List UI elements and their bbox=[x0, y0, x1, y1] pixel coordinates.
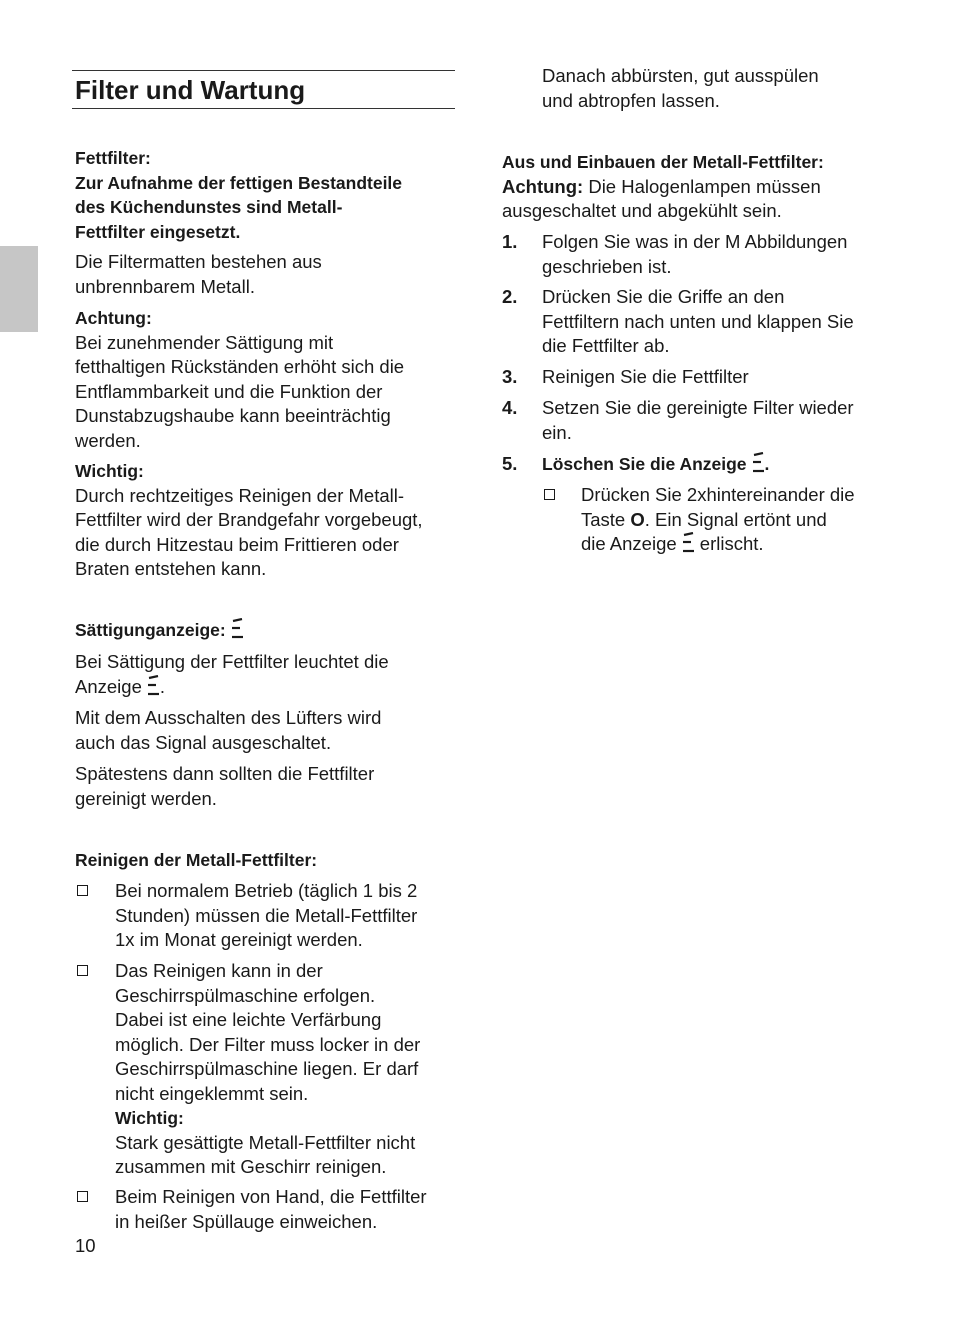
step-5 bbox=[542, 452, 769, 477]
text-line: möglich. Der Filter muss locker in der bbox=[115, 1033, 421, 1055]
filtermatten-paragraph bbox=[75, 250, 322, 299]
reinigen-title-text: Reinigen der Metall-Fettfilter: bbox=[75, 850, 318, 870]
text-line: nicht eingeklemmt sein. bbox=[115, 1082, 309, 1104]
wichtig-subtitle: Wichtig: bbox=[115, 1108, 184, 1128]
continued-paragraph bbox=[542, 64, 819, 113]
text-line: Beim Reinigen von Hand, die Fettfilter bbox=[115, 1186, 427, 1207]
text-line: Die Filtermatten bestehen aus bbox=[75, 251, 322, 272]
text-line: Spätestens dann sollten die Fettfilter bbox=[75, 763, 375, 784]
text-line: Setzen Sie die gereinigte Filter wieder bbox=[542, 397, 854, 418]
text-line: Dabei ist eine leichte Verfärbung bbox=[115, 1009, 382, 1030]
text-line: geschrieben ist. bbox=[542, 255, 672, 277]
page-number: 10 bbox=[75, 1235, 96, 1256]
text-line: Drücken Sie die Griffe an den bbox=[542, 286, 785, 307]
text-line: Das Reinigen kann in der bbox=[115, 960, 323, 981]
reinigen-item-1 bbox=[115, 879, 460, 953]
inline-text: erlischt. bbox=[694, 533, 764, 554]
text-line: zusammen mit Geschirr reinigen. bbox=[115, 1156, 387, 1177]
text-line: ein. bbox=[542, 421, 572, 443]
text-line: Braten entstehen kann. bbox=[75, 558, 267, 579]
text-line bbox=[581, 508, 901, 533]
inline-text: . Ein Signal ertönt und bbox=[644, 508, 827, 530]
side-tab-marker bbox=[0, 246, 38, 332]
step-4 bbox=[542, 396, 854, 445]
step-5-subitem bbox=[581, 483, 901, 557]
step-3 bbox=[542, 365, 749, 390]
ausbau-title: Aus und Einbauen der Metall-Fettfilter: bbox=[502, 152, 824, 172]
saettigung-title-text: Sättigunganzeige: bbox=[75, 620, 226, 640]
text-line: die Fettfilter ab. bbox=[542, 335, 670, 356]
checkbox-bullet-icon bbox=[77, 965, 88, 976]
reinigen-item-2 bbox=[115, 959, 460, 1180]
text-line: werden. bbox=[75, 429, 141, 451]
text-line: ausgeschaltet und abgekühlt sein. bbox=[502, 200, 782, 221]
step-number: 4. bbox=[502, 397, 518, 418]
text-line: Geschirrspülmaschine liegen. Er darf bbox=[115, 1058, 419, 1079]
inline-text: . bbox=[159, 675, 165, 697]
text-line: Danach abbürsten, gut ausspülen bbox=[542, 65, 819, 86]
achtung-label: Achtung: bbox=[502, 175, 584, 197]
text-line: gereinigt werden. bbox=[75, 787, 217, 809]
text-line: Folgen Sie was in der M Abbildungen bbox=[542, 231, 848, 252]
inline-text: die Anzeige bbox=[581, 533, 677, 554]
text-line: Fettfilter wird der Brandgefahr vorgebeugt, bbox=[75, 509, 423, 530]
text-line bbox=[502, 175, 824, 200]
text-line: auch das Signal ausgeschaltet. bbox=[75, 731, 332, 753]
text-line: in heißer Spüllauge einweichen. bbox=[115, 1210, 378, 1232]
step-number: 1. bbox=[502, 231, 518, 252]
saettigung-section bbox=[75, 618, 244, 643]
fettfilter-intro-line: Zur Aufnahme der fettigen Bestandteile bbox=[75, 172, 403, 193]
page-title: Filter und Wartung bbox=[75, 75, 306, 105]
fettfilter-section bbox=[75, 146, 402, 244]
saturation-indicator-icon bbox=[146, 675, 160, 697]
fettfilter-intro-line: Fettfilter eingesetzt. bbox=[75, 221, 241, 242]
achtung-paragraph bbox=[75, 306, 404, 453]
text-line: Bei zunehmender Sättigung mit bbox=[75, 331, 334, 353]
text-line bbox=[581, 532, 901, 557]
text-line: Dunstabzugshaube kann beeinträchtig bbox=[75, 405, 391, 426]
checkbox-bullet-icon bbox=[544, 489, 555, 500]
reinigen-item-3 bbox=[115, 1185, 460, 1234]
step-number: 5. bbox=[502, 453, 518, 474]
saettigung-paragraph-1 bbox=[75, 650, 389, 699]
saturation-indicator-icon bbox=[751, 452, 765, 474]
saettigung-paragraph-3 bbox=[75, 762, 374, 811]
checkbox-bullet-icon bbox=[77, 885, 88, 896]
text-line: Bei normalem Betrieb (täglich 1 bis 2 bbox=[115, 880, 418, 901]
achtung-title: Achtung: bbox=[75, 308, 152, 328]
text-line: 1x im Monat gereinigt werden. bbox=[115, 929, 363, 950]
text-line: die durch Hitzestau beim Frittieren oder bbox=[75, 533, 399, 555]
saettigung-paragraph-2 bbox=[75, 706, 381, 755]
reinigen-title bbox=[75, 848, 317, 873]
checkbox-bullet-icon bbox=[77, 1191, 88, 1202]
text-line: Entflammbarkeit und die Funktion der bbox=[75, 380, 383, 402]
text-line: Stunden) müssen die Metall-Fettfilter bbox=[115, 904, 418, 926]
text-line: und abtropfen lassen. bbox=[542, 89, 720, 111]
text-line: Mit dem Ausschalten des Lüfters wird bbox=[75, 707, 382, 728]
text-line: fetthaltigen Rückständen erhöht sich die bbox=[75, 356, 405, 377]
key-label: O bbox=[630, 508, 645, 530]
inline-text: Anzeige bbox=[75, 675, 142, 697]
fettfilter-intro-line: des Küchendunstes sind Metall- bbox=[75, 197, 343, 217]
inline-text: Taste bbox=[581, 508, 631, 530]
text-line bbox=[542, 452, 769, 477]
saettigung-title bbox=[75, 618, 244, 643]
text-line: unbrennbarem Metall. bbox=[75, 275, 255, 297]
step-1 bbox=[542, 230, 847, 279]
wichtig-paragraph bbox=[75, 459, 423, 582]
step-number: 2. bbox=[502, 286, 518, 307]
text-line: Fettfiltern nach unten und klappen Sie bbox=[542, 310, 854, 332]
text-line: Geschirrspülmaschine erfolgen. bbox=[115, 984, 376, 1006]
step-2 bbox=[542, 285, 854, 359]
text-line: Reinigen Sie die Fettfilter bbox=[542, 366, 749, 387]
step-number: 3. bbox=[502, 366, 518, 387]
text-line: Drücken Sie 2xhintereinander die bbox=[581, 484, 855, 505]
fettfilter-title: Fettfilter: bbox=[75, 148, 151, 168]
inline-text: Löschen Sie die Anzeige bbox=[542, 454, 747, 474]
text-line: Stark gesättigte Metall-Fettfilter nicht bbox=[115, 1131, 416, 1153]
saturation-indicator-icon bbox=[230, 618, 244, 640]
text-line: Bei Sättigung der Fettfilter leuchtet die bbox=[75, 651, 389, 672]
wichtig-title: Wichtig: bbox=[75, 461, 144, 481]
text-line: Durch rechtzeitiges Reinigen der Metall- bbox=[75, 484, 405, 506]
inline-text: . bbox=[764, 454, 770, 474]
inline-text: Die Halogenlampen müssen bbox=[583, 175, 821, 197]
text-line bbox=[75, 675, 389, 700]
ausbau-section bbox=[502, 150, 824, 224]
saturation-indicator-icon bbox=[681, 532, 695, 554]
